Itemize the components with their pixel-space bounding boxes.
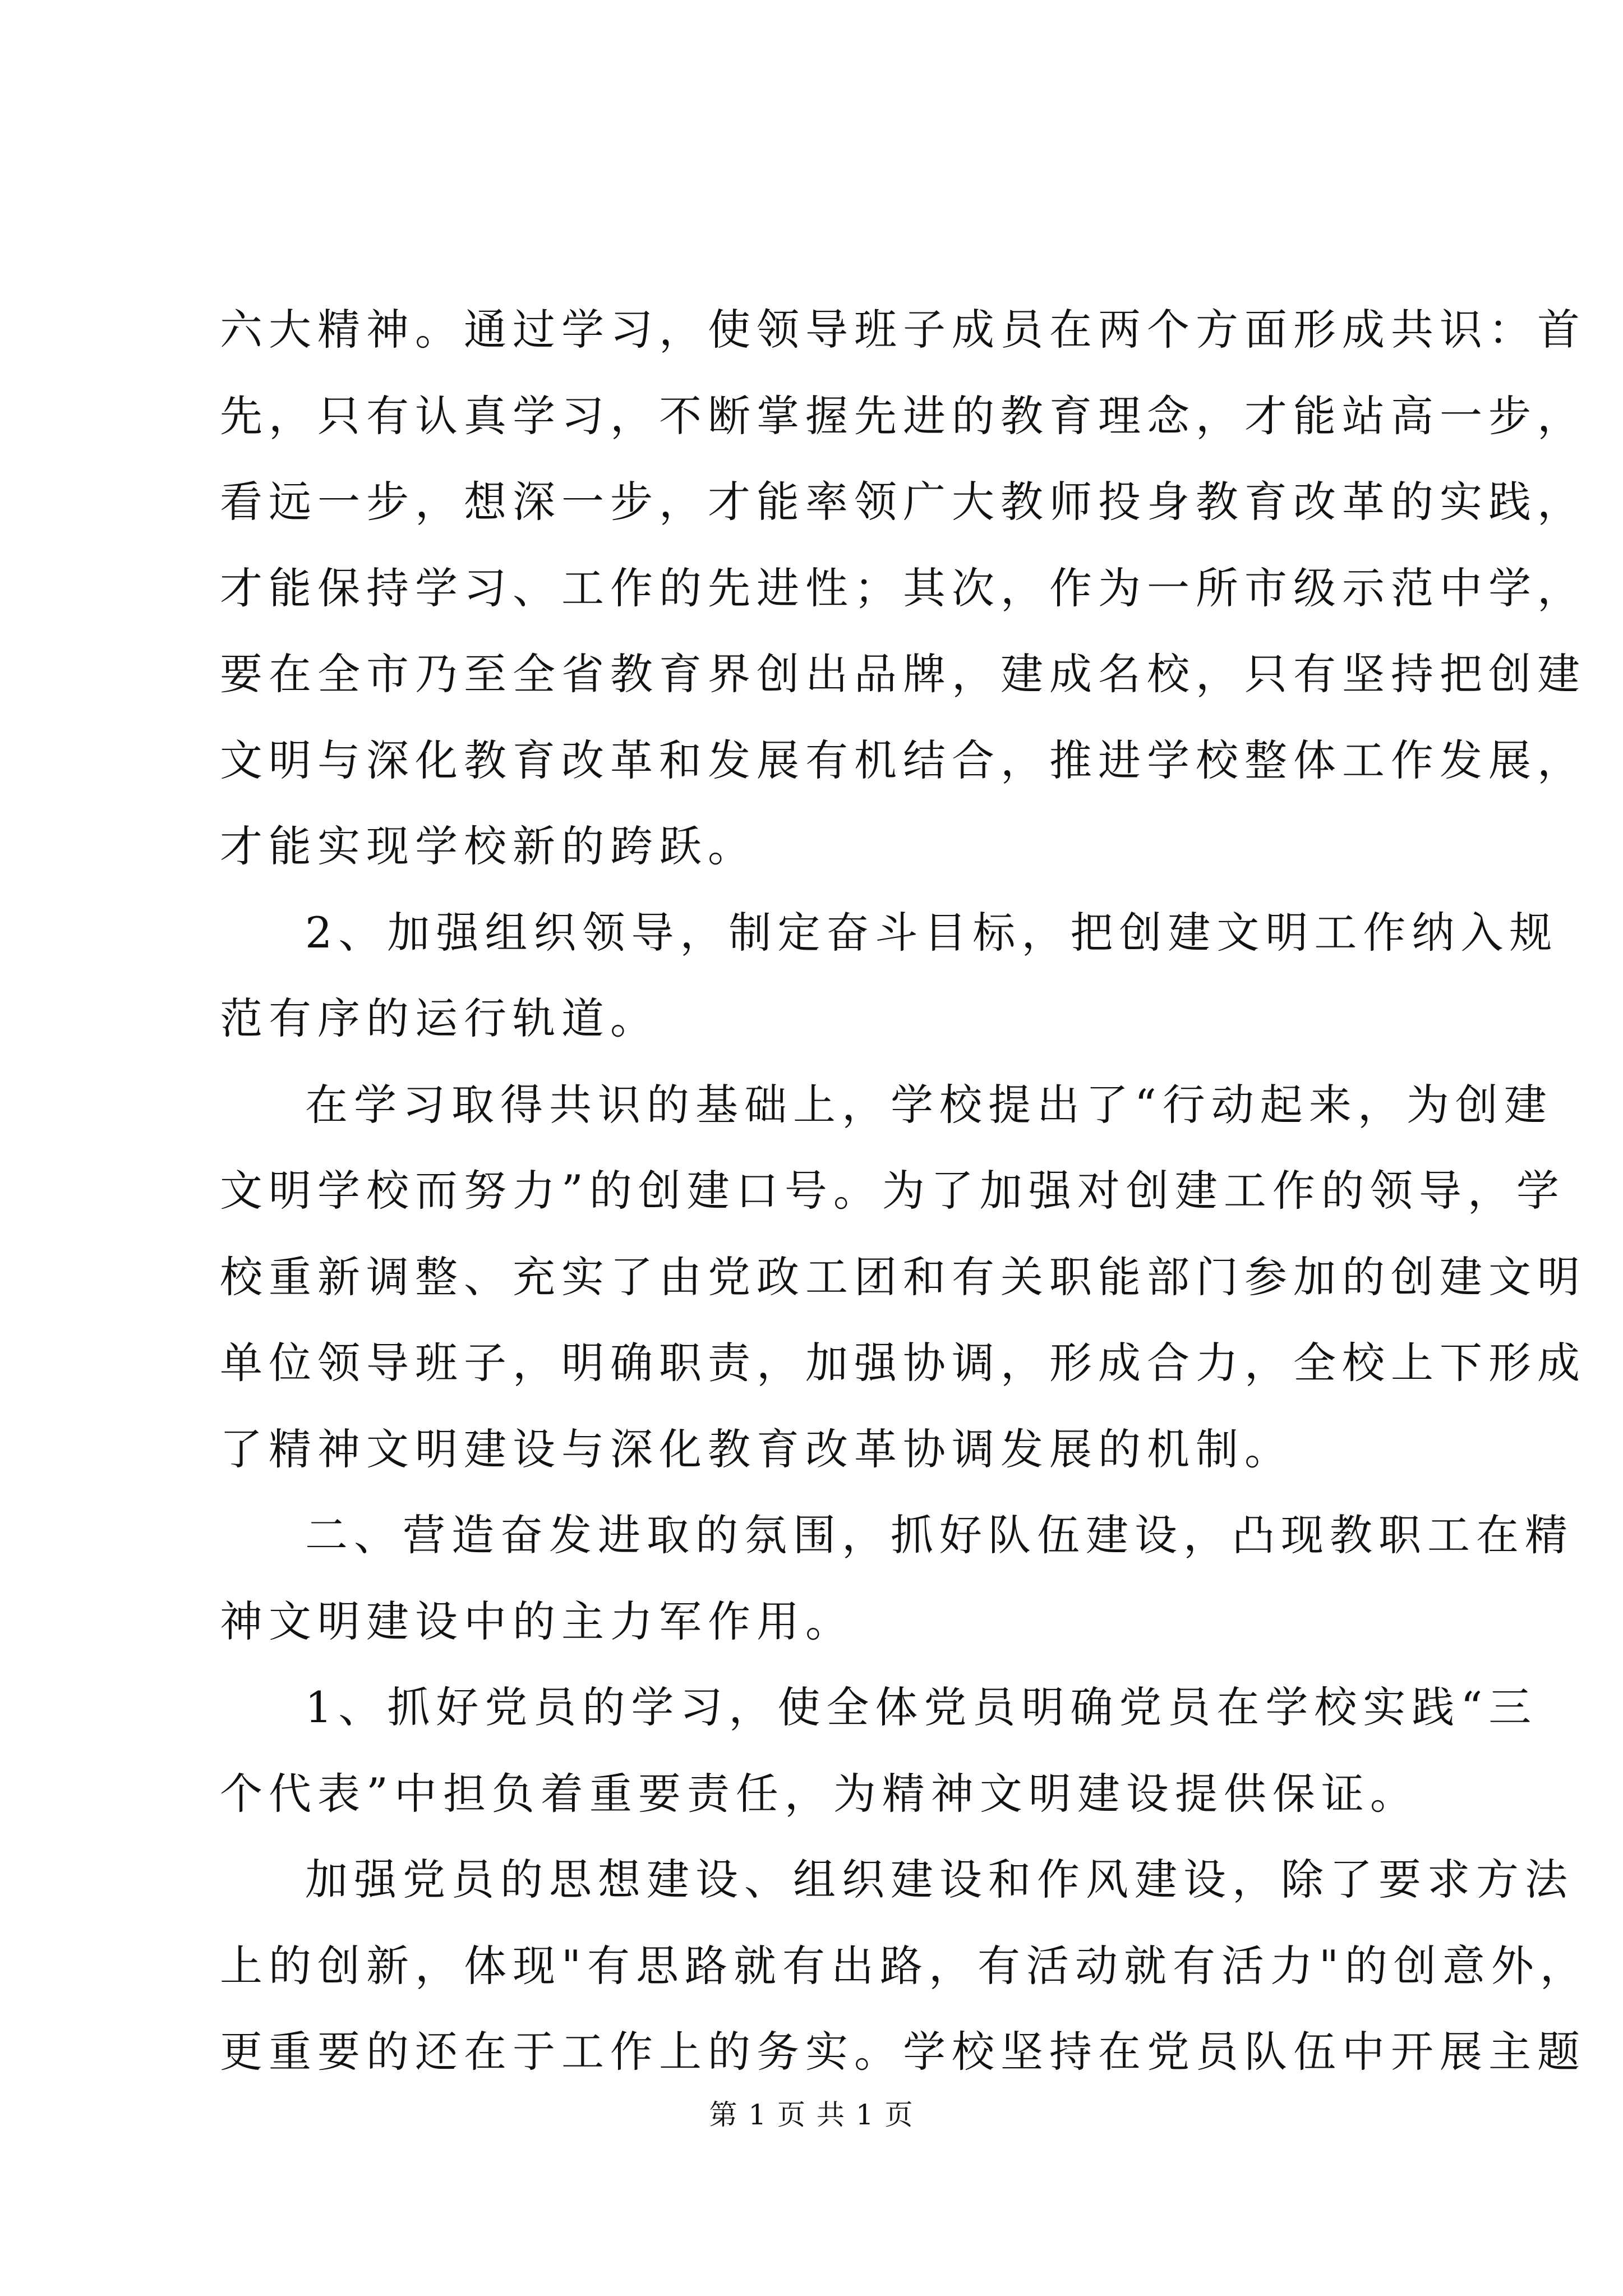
text-line: 2、加强组织领导，制定奋斗目标，把创建文明工作纳入规	[305, 907, 1559, 958]
document-body	[220, 297, 1589, 2106]
text-line: 二、营造奋发进取的氛围，抓好队伍建设，凸现教职工在精	[305, 1510, 1574, 1560]
text-line: 看远一步，想深一步，才能率领广大教师投身教育改革的实践，	[220, 477, 1586, 527]
text-line: 上的创新，体现"有思路就有出路，有活动就有活力"的创意外，	[220, 1940, 1589, 1991]
text-line: 文明与深化教育改革和发展有机结合，推进学校整体工作发展，	[220, 735, 1586, 785]
text-line: 个代表”中担负着重要责任，为精神文明建设提供保证。	[220, 1768, 1419, 1819]
text-line: 才能实现学校新的跨跃。	[220, 821, 757, 871]
text-line: 更重要的还在于工作上的务实。学校坚持在党员队伍中开展主题	[220, 2027, 1586, 2077]
text-line: 神文明建设中的主力军作用。	[220, 1596, 854, 1646]
text-line: 加强党员的思想建设、组织建设和作风建设，除了要求方法	[305, 1855, 1574, 1904]
text-line: 先，只有认真学习，不断掌握先进的教育理念，才能站高一步，	[220, 390, 1586, 441]
text-line: 文明学校而努力”的创建口号。为了加强对创建工作的领导，学	[220, 1166, 1565, 1216]
text-line: 了精神文明建设与深化教育改革协调发展的机制。	[220, 1424, 1293, 1474]
text-line: 1、抓好党员的学习，使全体党员明确党员在学校实践“三	[305, 1682, 1538, 1732]
text-line: 单位领导班子，明确职责，加强协调，形成合力，全校上下形成	[220, 1338, 1586, 1388]
text-line: 六大精神。通过学习，使领导班子成员在两个方面形成共识：首	[220, 305, 1586, 355]
text-line: 在学习取得共识的基础上，学校提出了“行动起来，为创建	[305, 1079, 1553, 1130]
text-line: 要在全市乃至全省教育界创出品牌，建成名校，只有坚持把创建	[220, 649, 1586, 699]
text-line: 才能保持学习、工作的先进性；其次，作为一所市级示范中学，	[220, 563, 1586, 613]
page-footer: 第 1 页 共 1 页	[709, 2099, 914, 2131]
text-line: 校重新调整、充实了由党政工团和有关职能部门参加的创建文明	[220, 1251, 1586, 1302]
text-line: 范有序的运行轨道。	[220, 993, 659, 1043]
